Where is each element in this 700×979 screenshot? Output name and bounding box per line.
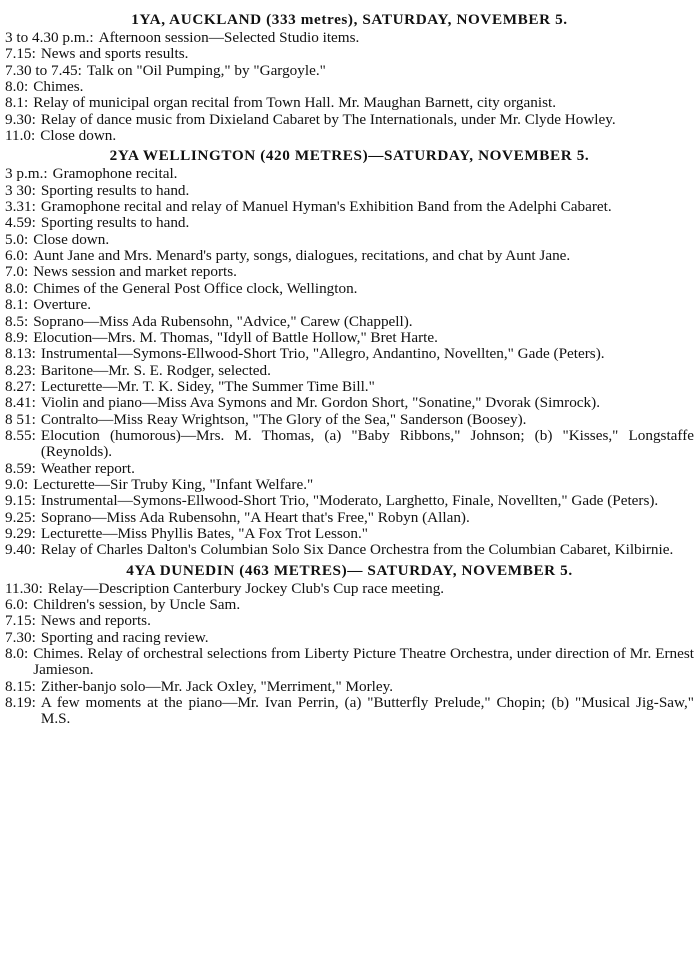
- entry-time: 8.1 :: [5, 95, 28, 111]
- entry-time: 8.41 :: [5, 395, 36, 411]
- entry-text: News and sports results.: [40, 45, 189, 63]
- station-heading: 4YA DUNEDIN (463 METRES)— SATURDAY, NOVEMBER 5.: [126, 561, 573, 579]
- entry-time: 8.13 :: [5, 346, 36, 362]
- entry-text: Gramophone recital.: [52, 165, 178, 183]
- programme-entry: [5, 510, 694, 526]
- entry-time: 8.0 :: [5, 79, 28, 95]
- entry-time: 9.15 :: [5, 493, 36, 509]
- programme-entry: [5, 646, 694, 679]
- entry-time: 7.30 to 7.45 :: [5, 63, 82, 79]
- station-heading: 2YA WELLINGTON (420 METRES)—SATURDAY, NOVEMBER 5.: [109, 147, 590, 165]
- entry-text: Close down.: [33, 230, 110, 248]
- entry-time: 7.15 :: [5, 613, 36, 629]
- entry-text: Lecturette—Sir Truby King, "Infant Welfare.": [33, 475, 314, 493]
- entry-text: Instrumental—Symons-Ellwood-Short Trio, "Allegro, Andantino, Novellten," Gade (Peters).: [40, 345, 605, 363]
- programme-entry: [5, 630, 694, 646]
- entry-time: 8.27 :: [5, 379, 36, 395]
- programme-entry: [5, 395, 694, 411]
- entry-text: Talk on "Oil Pumping," by "Gargoyle.": [86, 61, 326, 79]
- programme-entry: [5, 281, 694, 297]
- programme-entry: [5, 477, 694, 493]
- entry-time: 8.23 :: [5, 363, 36, 379]
- entry-text: News session and market reports.: [33, 263, 237, 281]
- entry-text: Gramophone recital and relay of Manuel Hyman's Exhibition Band from the Adelphi Cabaret.: [40, 198, 612, 216]
- entry-time: 3 p.m. :: [5, 166, 48, 182]
- entry-text: Relay of Charles Dalton's Columbian Solo Six Dance Orchestra from the Columbian Cabaret, Kilbirnie.: [40, 541, 674, 559]
- programme-entry: [5, 166, 694, 182]
- programme-entry: [5, 695, 694, 728]
- entry-time: 4.59 :: [5, 215, 36, 231]
- programme-entry: [5, 95, 694, 111]
- station-section-1ya: [5, 10, 694, 144]
- programme-entry: [5, 199, 694, 215]
- entry-text: Children's session, by Uncle Sam.: [33, 596, 241, 613]
- programme-entry: [5, 613, 694, 629]
- entry-text: Zither-banjo solo—Mr. Jack Oxley, "Merriment," Morley.: [40, 677, 393, 695]
- programme-entry: [5, 79, 694, 95]
- programme-entry: [5, 112, 694, 128]
- entry-text: Contralto—Miss Reay Wrightson, "The Glory of the Sea," Sanderson (Boosey).: [40, 410, 527, 428]
- entry-text: Overture.: [33, 296, 91, 314]
- entry-time: 8.5 :: [5, 314, 28, 330]
- programme-entry: [5, 526, 694, 542]
- programme-entry: [5, 412, 694, 428]
- programme-entry: [5, 493, 694, 509]
- programme-entry: [5, 248, 694, 264]
- programme-entry: [5, 314, 694, 330]
- programme-entry: [5, 46, 694, 62]
- entry-time: 11.30 :: [5, 581, 43, 597]
- entry-text: Soprano—Miss Ada Rubensohn, "A Heart that's Free," Robyn (Allan).: [40, 508, 470, 526]
- entry-text: Baritone—Mr. S. E. Rodger, selected.: [40, 361, 271, 379]
- entry-time: 8.59 :: [5, 461, 36, 477]
- entry-time: 9.29 :: [5, 526, 36, 542]
- entry-text: Instrumental—Symons-Ellwood-Short Trio, "Moderato, Larghetto, Finale, Novellten," Gade (Peters).: [40, 492, 659, 510]
- entry-time: 5.0 :: [5, 232, 28, 248]
- entry-time: 6.0 :: [5, 248, 28, 264]
- entry-text: Chimes of the General Post Office clock, Wellington.: [33, 279, 358, 297]
- entry-time: 9.40 :: [5, 542, 36, 558]
- programme-entry: [5, 379, 694, 395]
- entry-text: Lecturette—Miss Phyllis Bates, "A Fox Trot Lesson.": [40, 524, 368, 542]
- programme-entry: [5, 63, 694, 79]
- programme-entry: [5, 542, 694, 558]
- entry-text: Elocution (humorous)—Mrs. M. Thomas, (a) "Baby Ribbons," Johnson; (b) "Kisses," Longstaffe (Reynolds).: [40, 426, 694, 461]
- entry-time: 8.15 :: [5, 679, 36, 695]
- entry-time: 7.30 :: [5, 630, 36, 646]
- entry-time: 8.0 :: [5, 646, 28, 679]
- station-heading: 1YA, AUCKLAND (333 metres), SATURDAY, NOVEMBER 5.: [131, 11, 568, 28]
- programme-entry: [5, 330, 694, 346]
- programme-entry: [5, 264, 694, 280]
- entry-text: Sporting results to hand.: [40, 181, 190, 199]
- entry-text: Elocution—Mrs. M. Thomas, "Idyll of Battle Hollow," Bret Harte.: [33, 328, 438, 346]
- entry-time: 9.30 :: [5, 112, 36, 128]
- entry-text: Close down.: [40, 127, 117, 145]
- entry-text: Weather report.: [40, 459, 135, 477]
- entry-time: 8.55 :: [5, 428, 36, 461]
- entry-text: Sporting results to hand.: [40, 214, 190, 232]
- entry-text: Sporting and racing review.: [40, 628, 209, 646]
- entry-text: Soprano—Miss Ada Rubensohn, "Advice," Carew (Chappell).: [33, 312, 413, 330]
- entry-time: 8.0 :: [5, 281, 28, 297]
- programme-entry: [5, 461, 694, 477]
- programme-entry: [5, 183, 694, 199]
- entry-text: Relay of municipal organ recital from Town Hall. Mr. Maughan Barnett, city organist.: [33, 94, 557, 112]
- programme-entry: [5, 232, 694, 248]
- programme-entry: [5, 215, 694, 231]
- station-section-2ya: [5, 146, 694, 558]
- entry-text: Aunt Jane and Mrs. Menard's party, songs, dialogues, recitations, and chat by Aunt Jane.: [33, 247, 571, 265]
- entry-time: 7.0 :: [5, 264, 28, 280]
- entry-text: Chimes.: [33, 78, 84, 96]
- entry-time: 8 51 :: [5, 412, 36, 428]
- entry-time: 3 to 4.30 p.m. :: [5, 30, 94, 46]
- programme-entry: [5, 30, 694, 46]
- entry-text: News and reports.: [40, 612, 151, 630]
- entry-text: Relay of dance music from Dixieland Cabaret by The Internationals, under Mr. Clyde Howley.: [40, 110, 616, 128]
- entry-text: Relay—Description Canterbury Jockey Club's Cup race meeting.: [47, 579, 445, 597]
- entry-time: 6.0 :: [5, 597, 28, 613]
- entry-time: 9.0 :: [5, 477, 28, 493]
- entry-time: 3 30 :: [5, 183, 36, 199]
- entry-text: Afternoon session—Selected Studio items.: [98, 29, 360, 46]
- entry-time: 9.25 :: [5, 510, 36, 526]
- programme-entry: [5, 679, 694, 695]
- programme-entry: [5, 581, 694, 597]
- programme-entry: [5, 297, 694, 313]
- programme-entry: [5, 428, 694, 461]
- entry-time: 11.0 :: [5, 128, 35, 144]
- station-section-4ya: [5, 561, 694, 728]
- entry-text: Chimes. Relay of orchestral selections from Liberty Picture Theatre Orchestra, under direction of Mr. Ernest Jamieson.: [33, 645, 694, 679]
- programme-entry: [5, 363, 694, 379]
- programme-entry: [5, 346, 694, 362]
- entry-time: 8.19 :: [5, 695, 36, 728]
- entry-text: A few moments at the piano—Mr. Ivan Perrin, (a) "Butterfly Prelude," Chopin; (b) "Musical Jig-Saw," M.S.: [40, 694, 694, 728]
- entry-time: 8.1 :: [5, 297, 28, 313]
- entry-time: 3.31 :: [5, 199, 36, 215]
- entry-time: 7.15 :: [5, 46, 36, 62]
- entry-text: Violin and piano—Miss Ava Symons and Mr. Gordon Short, "Sonatine," Dvorak (Simrock).: [40, 394, 600, 412]
- entry-text: Lecturette—Mr. T. K. Sidey, "The Summer Time Bill.": [40, 377, 375, 395]
- entry-time: 8.9 :: [5, 330, 28, 346]
- programme-entry: [5, 128, 694, 144]
- programme-entry: [5, 597, 694, 613]
